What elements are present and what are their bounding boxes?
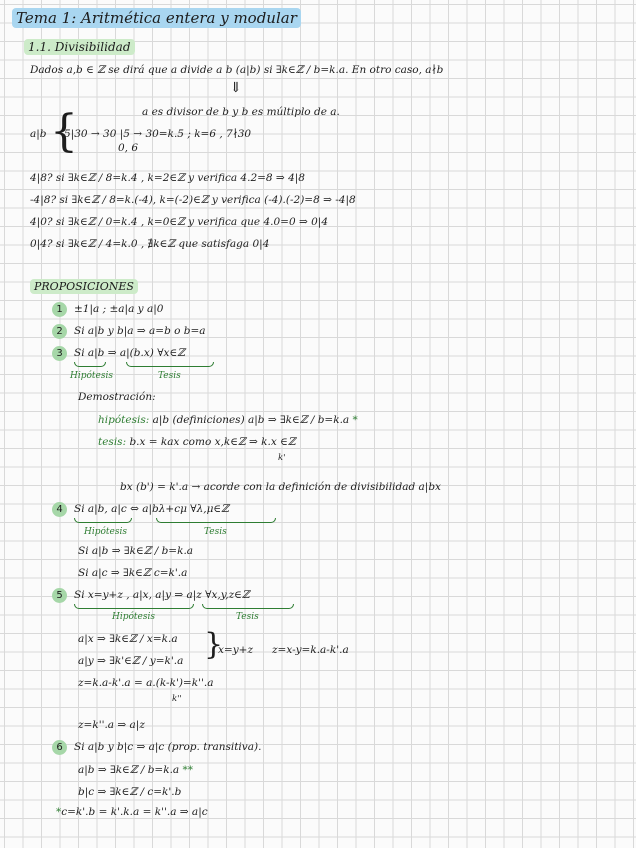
prop-number-badge: 2 (52, 324, 67, 339)
left-brace-icon: { (50, 106, 78, 157)
prop6-line: b|c ⇒ ∃k∈ℤ / c=k'.b (78, 786, 182, 798)
prop5-sub: k'' (172, 694, 182, 704)
thesis-underbrace (126, 362, 214, 367)
thesis-label: Tesis (236, 612, 259, 622)
example-line: -4|8? si ∃k∈ℤ / 8=k.(-4), k=(-2)∈ℤ y verifica (-4).(-2)=8 ⇒ -4|8 (30, 194, 356, 206)
propositions-heading: PROPOSICIONES (30, 280, 138, 293)
example-division-rest: 0, 6 (118, 142, 139, 154)
prop-text: Si a|b y b|c ⇒ a|c (prop. transitiva). (74, 741, 262, 753)
section-heading: 1.1. Divisibilidad (24, 41, 135, 54)
prop6-line: a|b ⇒ ∃k∈ℤ / b=k.a ** (78, 764, 194, 776)
example-line: 4|8? si ∃k∈ℤ / 8=k.4 , k=2∈ℤ y verifica 4.2=8 ⇒ 4|8 (30, 172, 305, 184)
definition-meaning: a es divisor de b y b es múltiplo de a. (142, 106, 340, 118)
prop-number-badge: 1 (52, 302, 67, 317)
prop-text: Si a|b y b|a ⇒ a=b o b=a (74, 325, 206, 337)
thesis-underbrace (202, 604, 294, 609)
prop5-line: z=k''.a ⇒ a|z (78, 719, 145, 731)
prop5-brace-note: x=y+z (218, 644, 253, 656)
prop4-line: Si a|b ⇒ ∃k∈ℤ / b=k.a (78, 545, 194, 557)
demo-hypothesis: hipótesis: a|b (definiciones) a|b ⇒ ∃k∈ℤ / b=k.a * (98, 414, 358, 426)
prop-text: ±1|a ; ±a|a y a|0 (74, 303, 164, 315)
thesis-label: Tesis (204, 527, 227, 537)
page-title: Tema 1: Aritmética entera y modular (12, 12, 301, 25)
prop5-line: a|y ⇒ ∃k'∈ℤ / y=k'.a (78, 655, 184, 667)
demo-final: bx (b') = k'.a → acorde con la definición de divisibilidad a|bx (120, 481, 441, 493)
prop5-line: a|x ⇒ ∃k∈ℤ / x=k.a (78, 633, 178, 645)
example-line: 0|4? si ∃k∈ℤ / 4=k.0 , ∄k∈ℤ que satisfaga 0|4 (30, 238, 270, 250)
prop-text: Si a|b, a|c ⇔ a|bλ+cμ ∀λ,μ∈ℤ (74, 503, 229, 515)
prop5-line: z=k.a-k'.a = a.(k-k')=k''.a (78, 677, 214, 689)
demo-thesis: tesis: b.x = kax como x,k∈ℤ ⇒ k.x ∈ℤ (98, 436, 296, 448)
definition-text: Dados a,b ∈ ℤ se dirá que a divide a b (a|b) si ∃k∈ℤ / b=k.a. En otro caso, a∤b (30, 64, 444, 76)
prop4-line: Si a|c ⇒ ∃k∈ℤ c=k'.a (78, 567, 188, 579)
prop-number-badge: 5 (52, 588, 67, 603)
demo-heading: Demostración: (78, 391, 156, 403)
example-line: 4|0? si ∃k∈ℤ / 0=k.4 , k=0∈ℤ y verifica que 4.0=0 ⇒ 0|4 (30, 216, 329, 228)
hypothesis-label: Hipótesis (84, 527, 127, 537)
demo-thesis-sub: k' (278, 453, 286, 463)
prop-text: Si x=y+z , a|x, a|y ⇒ a|z ∀x,y,z∈ℤ (74, 589, 250, 601)
hypothesis-label: Hipótesis (70, 371, 113, 381)
example-alb: a|b (30, 128, 47, 140)
down-arrow-icon: ⇓ (230, 80, 242, 96)
prop6-line: *c=k'.b = k'.k.a = k''.a ⇒ a|c (56, 806, 208, 818)
thesis-underbrace (156, 518, 276, 523)
example-division: 5|30 → 30 |5 → 30=k.5 ; k=6 , 7∤30 (64, 128, 252, 140)
thesis-label: Tesis (158, 371, 181, 381)
right-brace-icon: } (204, 627, 224, 662)
prop-text: Si a|b ⇒ a|(b.x) ∀x∈ℤ (74, 347, 185, 359)
hypothesis-label: Hipótesis (112, 612, 155, 622)
prop-number-badge: 3 (52, 346, 67, 361)
prop-number-badge: 4 (52, 502, 67, 517)
hypothesis-underbrace (74, 518, 132, 523)
hypothesis-underbrace (74, 362, 106, 367)
prop5-right-note: z=x-y=k.a-k'.a (272, 644, 349, 656)
prop-number-badge: 6 (52, 740, 67, 755)
hypothesis-underbrace (74, 604, 194, 609)
